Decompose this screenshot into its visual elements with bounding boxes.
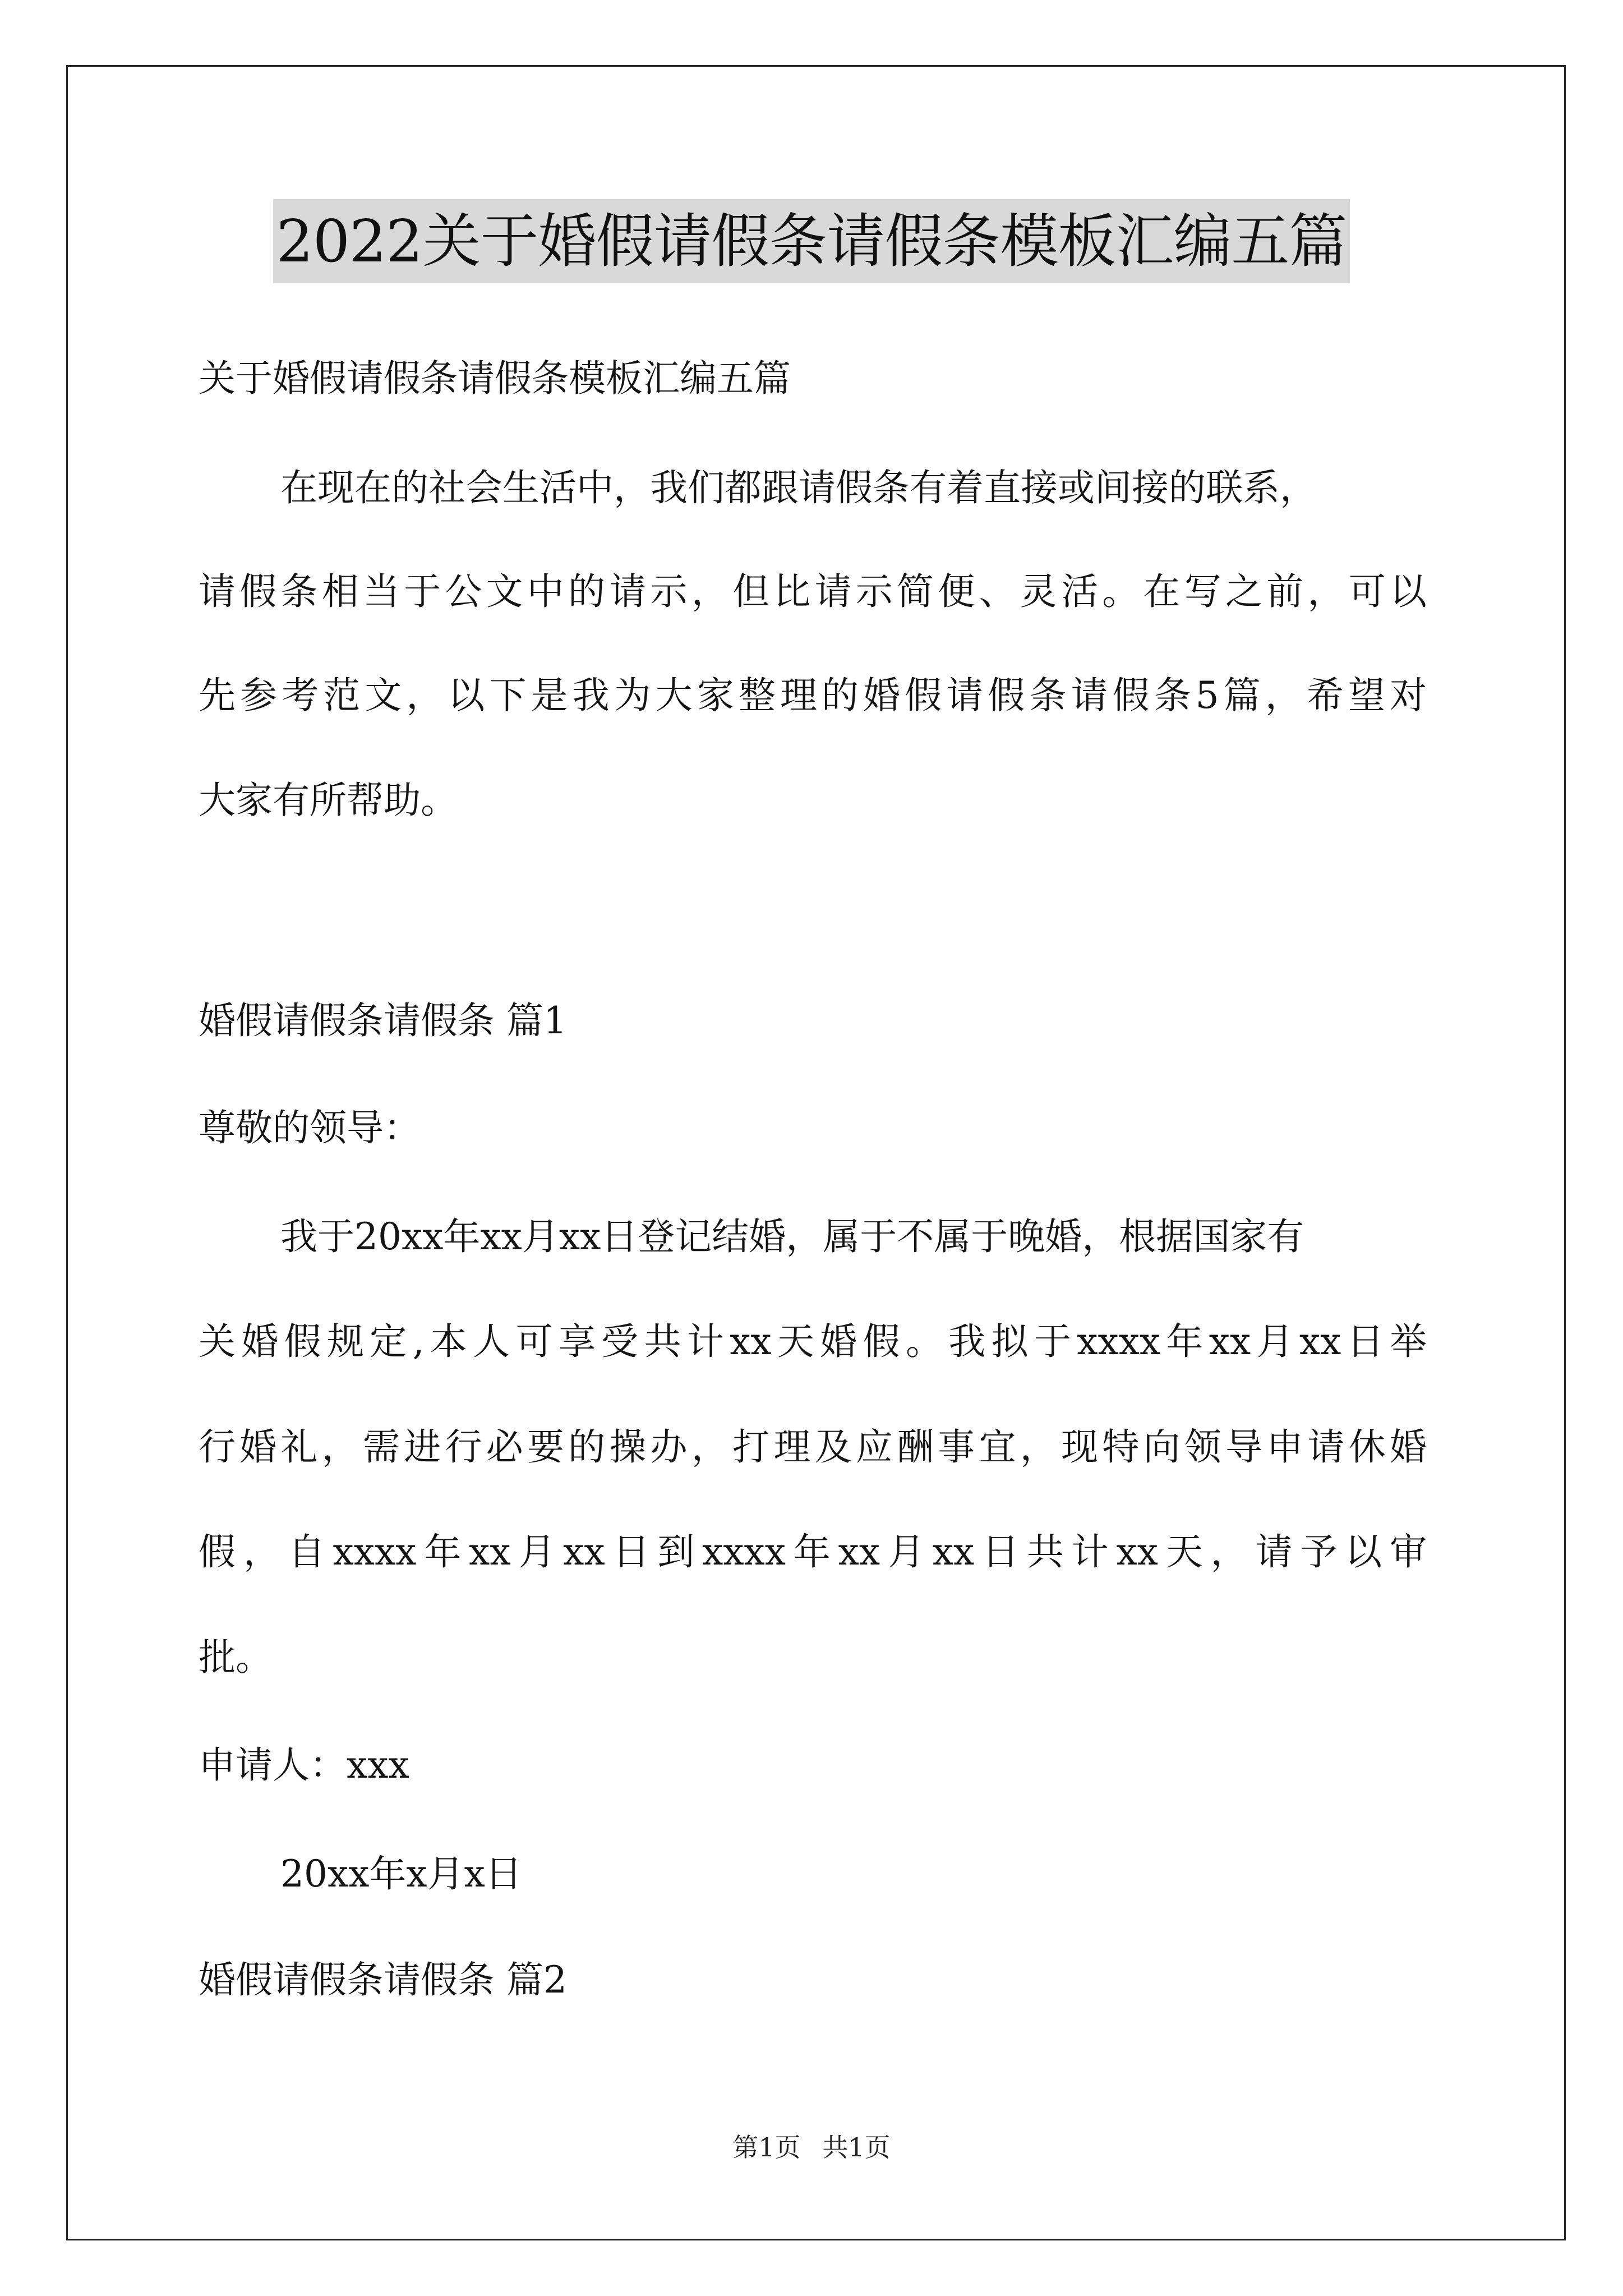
applicant-line: 申请人：xxx (199, 1743, 409, 1787)
date-line: 20xx年x月x日 (280, 1852, 522, 1895)
salutation: 尊敬的领导： (199, 1106, 421, 1149)
page-footer (0, 2131, 1623, 2164)
section-heading: 婚假请假条请假条 篇2 (199, 1958, 567, 2001)
page-number-current: 第1页 (732, 2132, 801, 2162)
section-heading: 婚假请假条请假条 篇1 (199, 999, 567, 1042)
document-subtitle: 关于婚假请假条请假条模板汇编五篇 (199, 357, 791, 400)
body-line: 关婚假规定,本人可享受共计xx天婚假。我拟于xxxx年xx月xx日举 (199, 1320, 1427, 1363)
page-number-total: 共1页 (822, 2132, 891, 2162)
body-line: 批。 (199, 1636, 273, 1679)
body-line: 假，自xxxx年xx月xx日到xxxx年xx月xx日共计xx天，请予以审 (199, 1530, 1427, 1573)
body-line: 行婚礼，需进行必要的操办，打理及应酬事宜，现特向领导申请休婚 (199, 1425, 1427, 1469)
intro-line: 请假条相当于公文中的请示，但比请示简便、灵活。在写之前，可以 (199, 570, 1427, 613)
intro-line: 先参考范文，以下是我为大家整理的婚假请假条请假条5篇，希望对 (199, 674, 1427, 717)
document-title: 2022关于婚假请假条请假条模板汇编五篇 (273, 199, 1350, 283)
intro-line: 在现在的社会生活中，我们都跟请假条有着直接或间接的联系， (280, 466, 1317, 509)
body-line: 我于20xx年xx月xx日登记结婚，属于不属于晚婚，根据国家有 (280, 1215, 1304, 1258)
title-container (0, 199, 1623, 283)
intro-line: 大家有所帮助。 (199, 779, 458, 822)
